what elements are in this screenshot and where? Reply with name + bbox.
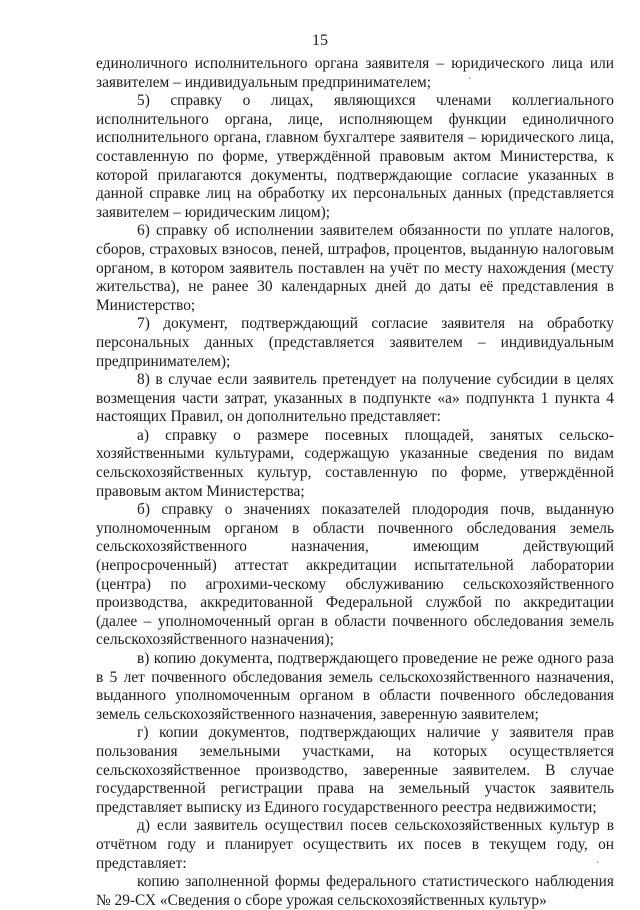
- paragraph-subitem-g: г) копии документов, подтверждающих наличие у заявителя прав пользования земельными участками, на которых осуществляется сельскохозяйственное производство, заверенные заявителем. В случае государственной регистрации права на земельный участок заявитель представляет выписку из Единого государственного реестра недвижимости;: [96, 724, 614, 816]
- paragraph-item-6: 6) справку об исполнении заявителем обязанности по уплате налогов, сборов, страховых взносов, пеней, штрафов, процентов, выданную налоговым органом, в котором заявитель поставлен на учёт по месту нахождения (месту жительства), не ранее 30 календарных дней до даты её представления в Министерство;: [96, 222, 614, 314]
- document-body: [96, 55, 614, 910]
- paragraph-subitem-a: а) справку о размере посевных площадей, занятых сельско-хозяйственными культурами, содержащую указанные сведения по видам сельскохозяйственных культур, составленную по форме, утверждённой правовым актом Министерства;: [96, 426, 614, 500]
- paragraph-item-7: 7) документ, подтверждающий согласие заявителя на обработку персональных данных (представляется заявителем – индивидуальным предпринимателем);: [96, 315, 614, 370]
- scan-speck: ·: [596, 858, 600, 869]
- scan-speck: ·: [468, 74, 472, 85]
- paragraph-item-8: 8) в случае если заявитель претендует на получение субсидии в целях возмещения части затрат, указанных в подпункте «а» подпункта 1 пункта 4 настоящих Правил, он дополнительно представляет:: [96, 371, 614, 426]
- paragraph-form-copy: копию заполненной формы федерального статистического наблюдения № 29-СХ «Сведения о сборе урожая сельскохозяйственных культур»: [96, 873, 614, 909]
- paragraph-subitem-d: д) если заявитель осуществил посев сельскохозяйственных культур в отчётном году и планирует осуществить их посев в текущем году, он представляет:: [96, 817, 614, 872]
- paragraph-subitem-v: в) копию документа, подтверждающего проведение не реже одного раза в 5 лет почвенного обследования земель сельскохозяйственного назначения, выданного уполномоченным органом в области почвенного обследования земель сельскохозяйственного назначения, заверенную заявителем;: [96, 650, 614, 723]
- paragraph-subitem-b: б) справку о значениях показателей плодородия почв, выданную уполномоченным органом в области почвенного обследования земель сельскохозяйственного назначения, имеющим действующий (непросроченный) аттестат аккредитации испытательной лаборатории (центра) по агрохими-ческому обслуживанию сельскохозяйственного производства, аккредитованной Федеральной службой по аккредитации (далее – уполномоченный орган в области почвенного обследования земель сельскохозяйственного назначения);: [96, 501, 614, 649]
- paragraph-item-5: 5) справку о лицах, являющихся членами коллегиального исполнительного органа, лице, исполняющем функции единоличного исполнительного органа, главном бухгалтере заявителя – юридического лица, составленную по форме, утверждённой правовым актом Министерства, к которой прилагаются документы, подтверждающие согласие указанных в данной справке лиц на обработку их персональных данных (представляется заявителем – юридическим лицом);: [96, 92, 614, 221]
- page-number: 15: [312, 32, 328, 49]
- paragraph-continuation: единоличного исполнительного органа заявителя – юридического лица или заявителем – индивидуальным предпринимателем;: [96, 55, 614, 91]
